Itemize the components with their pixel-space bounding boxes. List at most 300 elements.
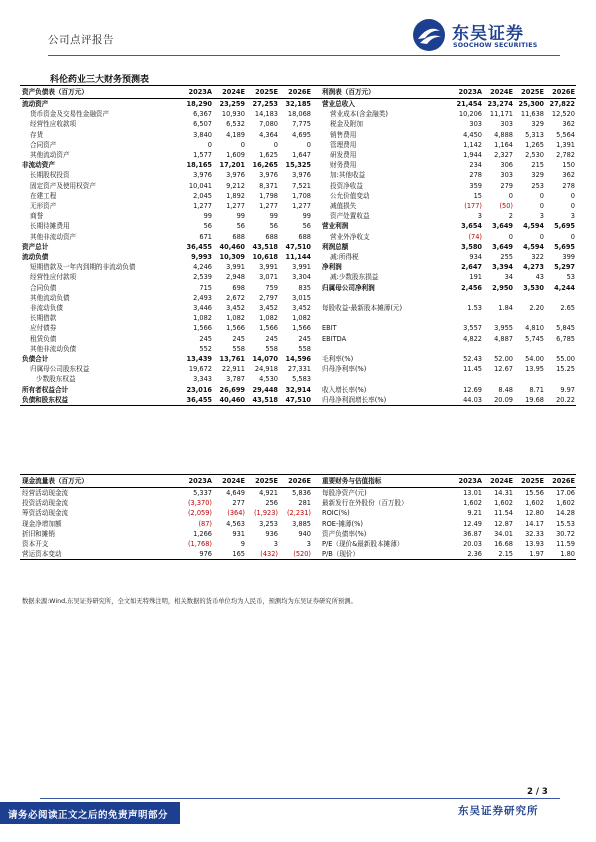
- row-label: 投资净收益: [330, 181, 363, 190]
- value-cell: 698: [232, 283, 245, 292]
- value-cell: 10,930: [221, 110, 245, 119]
- value-cell: 36,455: [180, 395, 213, 406]
- value-cell: [514, 344, 545, 354]
- value-cell: (1,768): [187, 540, 212, 549]
- row-label: [320, 374, 452, 384]
- table-row: [20, 130, 576, 140]
- value-cell: (177): [464, 202, 482, 211]
- column-gap: [312, 221, 320, 231]
- value-cell: 4,594: [523, 222, 544, 231]
- value-cell: 940: [298, 529, 311, 538]
- value-cell: 8.48: [498, 385, 513, 394]
- value-cell: 8,371: [259, 181, 278, 190]
- table-row: [20, 549, 576, 560]
- value-cell: 4,364: [259, 130, 278, 139]
- value-cell: 1,602: [463, 499, 482, 508]
- value-cell: 329: [531, 171, 544, 180]
- value-cell: [545, 344, 576, 354]
- value-cell: 976: [180, 549, 213, 560]
- value-cell: 4,695: [292, 130, 311, 139]
- value-cell: 165: [213, 549, 246, 560]
- value-cell: 0: [508, 191, 513, 200]
- value-cell: 4,530: [259, 375, 278, 384]
- year-header: 2024E: [483, 475, 514, 488]
- value-cell: 4,822: [463, 334, 482, 343]
- column-gap: [312, 150, 320, 160]
- value-cell: 1,277: [193, 202, 212, 211]
- row-label: 其他非流动负债: [30, 344, 77, 353]
- table-row: [20, 498, 576, 508]
- value-cell: 558: [265, 344, 278, 353]
- value-cell: 5,745: [525, 334, 544, 343]
- value-cell: 256: [265, 499, 278, 508]
- column-gap: [312, 344, 320, 354]
- row-label: 归属母公司净利润: [322, 283, 375, 292]
- value-cell: 30.72: [556, 529, 575, 538]
- value-cell: 3,015: [292, 293, 311, 302]
- value-cell: 3,649: [492, 242, 513, 251]
- value-cell: 4,887: [494, 334, 513, 343]
- value-cell: 11,144: [285, 253, 311, 262]
- row-label: 租赁负债: [30, 334, 57, 343]
- row-label: 长期借款: [30, 314, 57, 323]
- value-cell: [452, 344, 483, 354]
- value-cell: 234: [469, 161, 482, 170]
- value-cell: 1,708: [292, 191, 311, 200]
- row-label: 负债和股东权益: [20, 395, 180, 406]
- value-cell: 1,577: [193, 151, 212, 160]
- row-label: 经营活动现金流: [22, 489, 69, 497]
- value-cell: 2.36: [452, 549, 483, 560]
- row-label: 折旧和摊销: [22, 529, 55, 538]
- value-cell: 13,761: [219, 355, 245, 364]
- value-cell: [483, 344, 514, 354]
- value-cell: 6,507: [193, 120, 212, 129]
- row-label: ROIC(%): [322, 509, 350, 518]
- row-label: 长期待摊费用: [30, 222, 70, 231]
- value-cell: 277: [232, 499, 245, 508]
- value-cell: 34.01: [494, 529, 513, 538]
- table-row: [20, 242, 576, 252]
- value-cell: 1,602: [556, 499, 575, 508]
- value-cell: 12.80: [525, 509, 544, 518]
- row-label: 资本开支: [22, 540, 49, 549]
- table-row: [20, 323, 576, 333]
- value-cell: 55.00: [556, 355, 575, 364]
- value-cell: 4,810: [525, 324, 544, 333]
- value-cell: 3: [273, 540, 278, 549]
- value-cell: 245: [298, 334, 311, 343]
- disclaimer-text: 请务必阅读正文之后的免责声明部分: [8, 810, 169, 821]
- value-cell: 13.93: [525, 540, 544, 549]
- value-cell: 5,564: [556, 130, 575, 139]
- table-section-header: 利润表（百万元）: [320, 86, 452, 99]
- value-cell: 17,201: [219, 161, 245, 170]
- row-label: 其他流动负债: [30, 293, 70, 302]
- column-gap: [312, 201, 320, 211]
- value-cell: 6,532: [226, 120, 245, 129]
- value-cell: 279: [500, 181, 513, 190]
- row-label: 合同负债: [30, 283, 57, 292]
- row-label: 研发费用: [330, 151, 357, 160]
- value-cell: 2: [508, 212, 513, 221]
- value-cell: 2,045: [193, 191, 212, 200]
- column-gap: [312, 303, 320, 313]
- row-label: 经营性应收款项: [30, 120, 77, 129]
- value-cell: 2.65: [560, 304, 575, 313]
- table-row: [20, 109, 576, 119]
- row-label: 归母净利率(%): [322, 365, 367, 374]
- row-label: 资产处置收益: [330, 212, 370, 221]
- column-gap: [312, 119, 320, 129]
- value-cell: 43,518: [246, 395, 279, 406]
- value-cell: 23,274: [487, 100, 513, 108]
- value-cell: 3,840: [193, 130, 212, 139]
- value-cell: 1,082: [259, 314, 278, 323]
- footer-org: 东吴证券研究所: [458, 805, 539, 817]
- year-header: 2024E: [213, 86, 246, 99]
- value-cell: 7,775: [292, 120, 311, 129]
- value-cell: 16.68: [494, 540, 513, 549]
- value-cell: 329: [531, 120, 544, 129]
- value-cell: 934: [469, 253, 482, 262]
- value-cell: 3,976: [292, 171, 311, 180]
- column-gap: [312, 262, 320, 272]
- table-row: [20, 539, 576, 549]
- value-cell: 27,331: [287, 365, 311, 374]
- value-cell: 2,797: [259, 293, 278, 302]
- value-cell: 14.28: [556, 509, 575, 518]
- value-cell: [483, 374, 514, 384]
- soochow-logo: [412, 18, 562, 54]
- table-row: [20, 201, 576, 211]
- value-cell: 931: [232, 529, 245, 538]
- year-header: 2026E: [545, 475, 576, 488]
- value-cell: 53: [566, 273, 575, 282]
- row-label: 存货: [30, 130, 44, 139]
- value-cell: 32,185: [285, 100, 311, 108]
- value-cell: 36.87: [463, 529, 482, 538]
- value-cell: 20.09: [483, 395, 514, 406]
- value-cell: 3,343: [193, 375, 212, 384]
- value-cell: 1,566: [259, 324, 278, 333]
- year-header: 2025E: [514, 475, 545, 488]
- row-label: 减:所得税: [330, 253, 359, 262]
- value-cell: 56: [236, 222, 245, 231]
- value-cell: 1,277: [226, 202, 245, 211]
- value-cell: 5,583: [292, 375, 311, 384]
- table-row: [20, 191, 576, 201]
- value-cell: 0: [570, 232, 575, 241]
- value-cell: 15,325: [285, 161, 311, 170]
- row-label: 管理费用: [330, 140, 357, 149]
- year-header: 2026E: [545, 86, 576, 99]
- logo-text-en: SOOCHOW SECURITIES: [453, 42, 538, 49]
- column-gap: [312, 181, 320, 191]
- value-cell: 18,165: [186, 161, 212, 170]
- value-cell: 4,450: [463, 130, 482, 139]
- value-cell: 1,625: [259, 151, 278, 160]
- row-label: 短期借款及一年内到期的非流动负债: [30, 263, 136, 272]
- value-cell: 56: [203, 222, 212, 231]
- column-gap: [312, 86, 320, 99]
- value-cell: 54.00: [525, 355, 544, 364]
- row-label: 营业利润: [322, 222, 349, 231]
- row-label: 投资活动现金流: [22, 499, 69, 508]
- row-label: 销售费用: [330, 130, 357, 139]
- value-cell: 99: [302, 212, 311, 221]
- value-cell: 6,367: [193, 110, 212, 119]
- row-label: 资产总计: [22, 242, 49, 251]
- table-row: [20, 160, 576, 170]
- value-cell: 4,649: [226, 489, 245, 497]
- value-cell: 2.20: [529, 304, 544, 313]
- value-cell: 23,259: [219, 100, 245, 108]
- value-cell: 23,016: [186, 385, 212, 394]
- table-section-header: 现金流量表（百万元）: [20, 475, 180, 488]
- value-cell: 20.03: [463, 540, 482, 549]
- table-row: [20, 364, 576, 374]
- value-cell: 3: [477, 212, 482, 221]
- value-cell: 15.53: [556, 519, 575, 528]
- value-cell: 3,304: [292, 273, 311, 282]
- column-gap: [312, 242, 320, 252]
- value-cell: 32.33: [525, 529, 544, 538]
- value-cell: 15.56: [525, 489, 544, 497]
- value-cell: (432): [246, 549, 279, 560]
- value-cell: 10,618: [252, 253, 278, 262]
- value-cell: 0: [508, 232, 513, 241]
- footer-divider: [40, 798, 560, 799]
- value-cell: 1,647: [292, 151, 311, 160]
- value-cell: 12.49: [463, 519, 482, 528]
- column-gap: [312, 191, 320, 201]
- row-label: EBIT: [322, 324, 337, 333]
- column-gap: [312, 293, 320, 303]
- value-cell: 3,649: [492, 222, 513, 231]
- value-cell: 11.54: [494, 509, 513, 518]
- value-cell: 5,337: [193, 489, 212, 497]
- disclaimer-banner: [0, 802, 180, 824]
- value-cell: 1,266: [193, 529, 212, 538]
- year-header: 2023A: [180, 86, 213, 99]
- value-cell: 4,921: [259, 489, 278, 497]
- value-cell: 52.00: [494, 355, 513, 364]
- balance-income-section: [20, 85, 576, 406]
- row-label: 非流动资产: [22, 161, 55, 170]
- row-label: 其他非流动资产: [30, 232, 77, 241]
- value-cell: 281: [298, 499, 311, 508]
- column-gap: [312, 232, 320, 242]
- value-cell: 11.59: [556, 540, 575, 549]
- table-row: [20, 232, 576, 242]
- value-cell: 27,822: [549, 100, 575, 108]
- value-cell: 835: [298, 283, 311, 292]
- value-cell: 3,452: [292, 304, 311, 313]
- value-cell: 1,277: [292, 202, 311, 211]
- value-cell: 1,798: [259, 191, 278, 200]
- value-cell: 19,672: [188, 365, 212, 374]
- row-label: [320, 293, 452, 303]
- table-row: [20, 170, 576, 180]
- value-cell: 4,273: [523, 263, 544, 272]
- year-header: 2023A: [452, 475, 483, 488]
- year-header: 2023A: [180, 475, 213, 488]
- year-header: 2023A: [452, 86, 483, 99]
- value-cell: 1,602: [525, 499, 544, 508]
- value-cell: 3,394: [492, 263, 513, 272]
- value-cell: 29,448: [252, 385, 278, 394]
- row-label: 公允价值变动: [330, 191, 370, 200]
- value-cell: 303: [500, 120, 513, 129]
- value-cell: 1,602: [494, 499, 513, 508]
- value-cell: 15: [473, 191, 482, 200]
- value-cell: 5,836: [292, 489, 311, 497]
- value-cell: 1,944: [463, 151, 482, 160]
- value-cell: 10,041: [188, 181, 212, 190]
- value-cell: 17.06: [556, 489, 575, 497]
- value-cell: 8.71: [529, 385, 544, 394]
- value-cell: 671: [199, 232, 212, 241]
- value-cell: 34: [504, 273, 513, 282]
- value-cell: 1.84: [498, 304, 513, 313]
- value-cell: [545, 313, 576, 323]
- row-label: 资产负债率(%): [322, 529, 367, 538]
- row-label: 流动资产: [22, 100, 49, 108]
- value-cell: [452, 293, 483, 303]
- row-label: 长期股权投资: [30, 171, 70, 180]
- value-cell: 3,557: [463, 324, 482, 333]
- value-cell: 5,845: [556, 324, 575, 333]
- table-row: [20, 252, 576, 262]
- row-label: [320, 344, 452, 354]
- row-label: 每股净资产(元): [322, 489, 367, 497]
- column-gap: [312, 549, 320, 560]
- value-cell: 5,313: [525, 130, 544, 139]
- value-cell: 2.15: [483, 549, 514, 560]
- year-header: 2025E: [246, 86, 279, 99]
- value-cell: 2,647: [461, 263, 482, 272]
- column-gap: [312, 529, 320, 539]
- value-cell: 99: [269, 212, 278, 221]
- value-cell: 362: [562, 120, 575, 129]
- cashflow-valuation-table: [20, 474, 576, 560]
- value-cell: 14,070: [252, 355, 278, 364]
- value-cell: 3,885: [292, 519, 311, 528]
- table-row: [20, 119, 576, 129]
- value-cell: (364): [227, 509, 245, 518]
- row-label: 营业总收入: [322, 100, 355, 108]
- table-row: [20, 385, 576, 395]
- value-cell: 16,265: [252, 161, 278, 170]
- column-gap: [312, 283, 320, 293]
- table-row: [20, 283, 576, 293]
- value-cell: (50): [499, 202, 513, 211]
- value-cell: 12.87: [494, 519, 513, 528]
- value-cell: 0: [207, 140, 212, 149]
- value-cell: 2,493: [193, 293, 212, 302]
- value-cell: 11,171: [489, 110, 513, 119]
- row-label: 流动负债: [22, 253, 49, 262]
- column-gap: [312, 252, 320, 262]
- value-cell: 12.67: [494, 365, 513, 374]
- row-label: 在建工程: [30, 191, 57, 200]
- row-label: 减:少数股东损益: [330, 273, 379, 282]
- value-cell: 0: [539, 191, 544, 200]
- table-row: [20, 313, 576, 323]
- value-cell: [452, 313, 483, 323]
- value-cell: 14,183: [254, 110, 278, 119]
- row-label: 归属母公司股东权益: [30, 365, 90, 374]
- value-cell: 43,518: [252, 242, 278, 251]
- value-cell: 558: [232, 344, 245, 353]
- table-row: [20, 99, 576, 110]
- table-row: [20, 262, 576, 272]
- value-cell: 9,212: [226, 181, 245, 190]
- column-gap: [312, 323, 320, 333]
- row-label: 所有者权益合计: [22, 385, 69, 394]
- value-cell: 303: [469, 120, 482, 129]
- column-gap: [312, 385, 320, 395]
- row-label: 经营性应付款项: [30, 273, 77, 282]
- column-gap: [312, 354, 320, 364]
- table-row: [20, 221, 576, 231]
- value-cell: 5,297: [554, 263, 575, 272]
- value-cell: 47,510: [279, 395, 312, 406]
- value-cell: [514, 313, 545, 323]
- value-cell: 4,244: [554, 283, 575, 292]
- value-cell: 4,888: [494, 130, 513, 139]
- logo-text-cn: 东吴证券: [452, 24, 524, 44]
- value-cell: 278: [469, 171, 482, 180]
- value-cell: 3,976: [226, 171, 245, 180]
- value-cell: 399: [562, 253, 575, 262]
- value-cell: 3,446: [193, 304, 212, 313]
- value-cell: 15.25: [556, 365, 575, 374]
- value-cell: [514, 374, 545, 384]
- table-row: [20, 303, 576, 313]
- value-cell: 2,948: [226, 273, 245, 282]
- value-cell: 11,638: [520, 110, 544, 119]
- value-cell: 3,071: [259, 273, 278, 282]
- value-cell: 3,787: [226, 375, 245, 384]
- column-gap: [312, 109, 320, 119]
- value-cell: 7,521: [292, 181, 311, 190]
- value-cell: 4,189: [226, 130, 245, 139]
- value-cell: 306: [500, 161, 513, 170]
- row-label: ROE-摊薄(%): [322, 519, 363, 528]
- year-header: 2024E: [213, 475, 246, 488]
- value-cell: 362: [562, 171, 575, 180]
- table-row: [20, 508, 576, 518]
- row-label: [320, 313, 452, 323]
- column-gap: [312, 211, 320, 221]
- value-cell: 47,510: [285, 242, 311, 251]
- value-cell: 3,654: [461, 222, 482, 231]
- value-cell: 4,594: [523, 242, 544, 251]
- value-cell: 13.95: [525, 365, 544, 374]
- value-cell: 4,563: [226, 519, 245, 528]
- column-gap: [312, 334, 320, 344]
- table-row: [20, 150, 576, 160]
- value-cell: (520): [279, 549, 312, 560]
- value-cell: 1,142: [463, 140, 482, 149]
- value-cell: 245: [265, 334, 278, 343]
- value-cell: 9.21: [467, 509, 482, 518]
- table-row: [20, 211, 576, 221]
- value-cell: 20.22: [545, 395, 576, 406]
- value-cell: (74): [468, 232, 482, 241]
